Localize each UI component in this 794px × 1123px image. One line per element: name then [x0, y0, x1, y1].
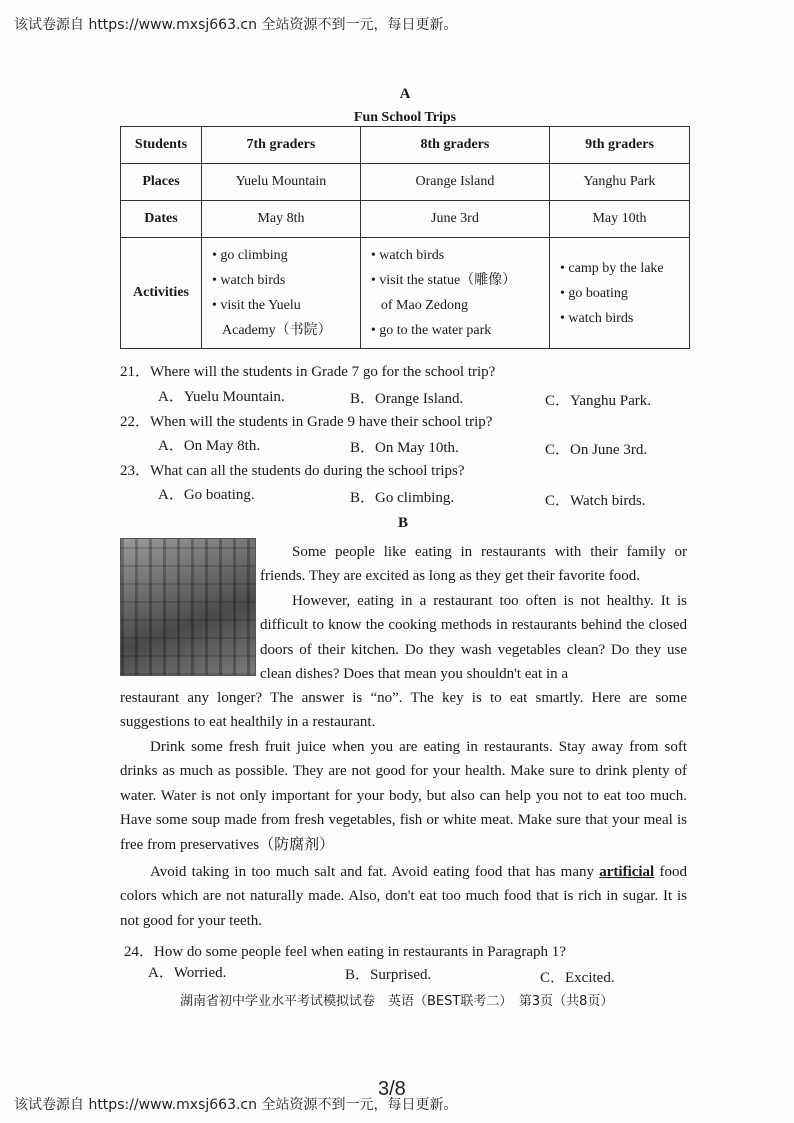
watermark-bottom: 该试卷源自 https://www.mxsj663.cn 全站资源不到一元，每日更新。	[14, 1097, 458, 1113]
question-24-option-a: A．Worried.	[148, 965, 227, 981]
date-8th: June 3rd	[360, 201, 549, 238]
date-7th: May 8th	[202, 201, 361, 238]
table-row-places	[121, 164, 690, 201]
places-label: Places	[121, 164, 202, 201]
table-row-activities	[121, 238, 690, 349]
header-7th: 7th graders	[202, 127, 361, 164]
paragraph-4-end: food colors which are not naturally made. Also, don't eat too much food that is rich in sugar. It is not good for your teeth.	[120, 864, 687, 929]
question-23-option-a: A．Go boating.	[158, 487, 255, 503]
place-9th: Yanghu Park	[550, 164, 690, 201]
place-8th: Orange Island	[360, 164, 549, 201]
question-22-option-a: A．On May 8th.	[158, 438, 261, 454]
restaurant-photo	[120, 538, 256, 676]
table-row-dates	[121, 201, 690, 238]
question-22-option-c: C．On June 3rd.	[545, 442, 648, 458]
header-8th: 8th graders	[360, 127, 549, 164]
table-title: Fun School Trips	[353, 110, 457, 125]
page-number: 3/8	[378, 1078, 406, 1100]
question-22-stem: 22．When will the students in Grade 9 have their school trip?	[120, 414, 493, 430]
paragraph-4	[120, 860, 687, 933]
question-21-stem: 21．Where will the students in Grade 7 go for the school trip?	[120, 364, 496, 380]
paragraph-2-bottom: restaurant any longer? The answer is “no”. The key is to eat smartly. Here are some suggestions to eat healthily in a restaurant.	[120, 690, 687, 731]
question-24-stem: 24．How do some people feel when eating in restaurants in Paragraph 1?	[124, 944, 566, 960]
activities-label: Activities	[121, 238, 202, 349]
activity-item: • camp by the lake	[560, 256, 685, 281]
vocab-word-artificial: artificial	[599, 864, 655, 880]
activity-item: • watch birds	[212, 268, 356, 293]
header-students: Students	[121, 127, 202, 164]
question-21-option-c: C．Yanghu Park.	[545, 393, 651, 409]
activities-8th	[360, 238, 549, 349]
activity-item: • go climbing	[212, 243, 356, 268]
question-23-option-c: C．Watch birds.	[545, 493, 646, 509]
paragraph-4-start: Avoid taking in too much salt and fat. Avoid eating food that has many	[150, 864, 600, 880]
table-header-row	[121, 127, 690, 164]
section-a-letter: A	[399, 86, 411, 102]
question-21-option-b: B．Orange Island.	[350, 391, 464, 407]
section-b-letter: B	[397, 515, 408, 531]
page-footer: 湖南省初中学业水平考试模拟试卷 英语（BEST联考二） 第3页（共8页）	[180, 994, 614, 1009]
question-24-option-c: C．Excited.	[540, 970, 615, 986]
activity-item: of Mao Zedong	[380, 298, 468, 313]
activity-item: • watch birds	[560, 306, 685, 331]
activity-item: • go boating	[560, 281, 685, 306]
activities-7th	[202, 238, 361, 349]
activity-item: • watch birds	[371, 243, 545, 268]
header-9th: 9th graders	[550, 127, 690, 164]
paragraph-2-top: However, eating in a restaurant too often is not healthy. It is difficult to know the cooking methods in restaurants behind the closed doors of their kitchen. Do they wash vegetables clean? Do they use clean dishes? Does that mean you shouldn't eat in a	[260, 593, 687, 683]
activity-item: Academy（书院）	[222, 323, 332, 338]
activity-item: • visit the Yuelu	[212, 293, 356, 318]
watermark-top: 该试卷源自 https://www.mxsj663.cn 全站资源不到一元，每日更新。	[14, 17, 458, 33]
question-24-option-b: B．Surprised.	[345, 967, 432, 983]
dates-label: Dates	[121, 201, 202, 238]
paragraph-3: Drink some fresh fruit juice when you are eating in restaurants. Stay away from soft drinks as much as possible. They are not good for your health. Make sure to drink plenty of water. Water is not only important for your body, but also can help you not to eat too much. Have some soup made from fresh vegetables, fish or white meat. Make sure that your meal is free from preservatives（防腐剂）	[120, 739, 687, 853]
activity-item: • go to the water park	[371, 318, 545, 343]
question-22-option-b: B．On May 10th.	[350, 440, 459, 456]
paragraph-1: Some people like eating in restaurants with their family or friends. They are excited as long as they get their favorite food.	[260, 544, 687, 585]
question-23-stem: 23．What can all the students do during the school trips?	[120, 463, 465, 479]
question-23-option-b: B．Go climbing.	[350, 490, 455, 506]
date-9th: May 10th	[550, 201, 690, 238]
place-7th: Yuelu Mountain	[202, 164, 361, 201]
question-21-option-a: A．Yuelu Mountain.	[158, 389, 285, 405]
activity-item: • visit the statue（雕像）	[371, 268, 545, 293]
activities-9th	[550, 238, 690, 349]
trips-table	[120, 126, 690, 349]
